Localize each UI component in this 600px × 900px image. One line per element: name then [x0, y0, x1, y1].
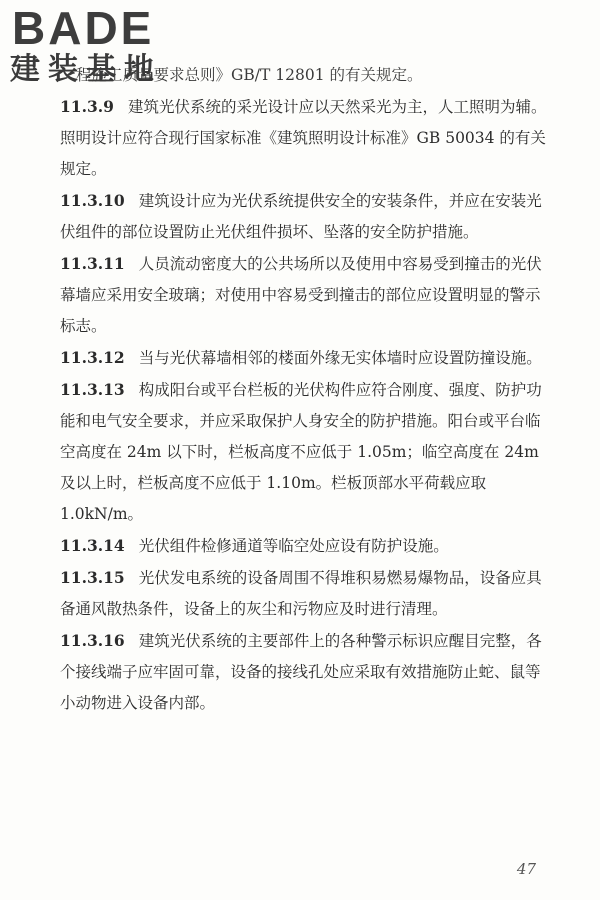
clause-list: [60, 91, 548, 719]
page-number: 47: [516, 860, 536, 878]
clause-number: 11.3.12: [60, 348, 125, 367]
clause-text: 建筑光伏系统的主要部件上的各种警示标识应醒目完整，各个接线端子应牢固可靠，设备的接线孔处应采取有效措施防止蛇、鼠等小动物进入设备内部。: [60, 632, 542, 712]
clause-text: 光伏组件检修通道等临空处应设有防护设施。: [138, 537, 449, 555]
continuation-line: 程施工质量要求总则》GB/T 12801 的有关规定。: [76, 66, 423, 84]
clause-number: 11.3.9: [60, 97, 114, 116]
clause-number: 11.3.14: [60, 536, 125, 555]
clause-text: 建筑设计应为光伏系统提供安全的安装条件，并应在安装光伏组件的部位设置防止光伏组件损坏、坠落的安全防护措施。: [60, 192, 542, 241]
logo-wordmark: BADE: [12, 2, 155, 54]
document-body: [60, 60, 548, 719]
logo-subtitle: 建装基地: [10, 52, 162, 87]
clause-paragraph: [60, 342, 548, 374]
clause-number: 11.3.13: [60, 380, 125, 399]
clause-text: 人员流动密度大的公共场所以及使用中容易受到撞击的光伏幕墙应采用安全玻璃；对使用中容易受到撞击的部位应设置明显的警示标志。: [60, 255, 542, 335]
clause-text: 构成阳台或平台栏板的光伏构件应符合刚度、强度、防护功能和电气安全要求，并应采取保护人身安全的防护措施。阳台或平台临空高度在 24m 以下时，栏板高度不应低于 1.05m；临空高度在 24m 及以上时，栏板高度不应低于 1.10m。栏板顶部水平荷载应取 1.0kN/m。: [60, 381, 542, 523]
clause-paragraph: [60, 530, 548, 562]
clause-paragraph: [60, 248, 548, 342]
clause-text: 光伏发电系统的设备周围不得堆积易燃易爆物品，设备应具备通风散热条件，设备上的灰尘和污物应及时进行清理。: [60, 569, 542, 618]
clause-paragraph: [60, 625, 548, 719]
clause-paragraph: [60, 91, 548, 185]
clause-paragraph: [60, 185, 548, 248]
clause-number: 11.3.15: [60, 568, 125, 587]
clause-paragraph: [60, 374, 548, 530]
clause-number: 11.3.10: [60, 191, 125, 210]
clause-text: 当与光伏幕墙相邻的楼面外缘无实体墙时应设置防撞设施。: [138, 349, 542, 367]
clause-number: 11.3.16: [60, 631, 125, 650]
clause-number: 11.3.11: [60, 254, 125, 273]
clause-text: 建筑光伏系统的采光设计应以天然采光为主，人工照明为辅。照明设计应符合现行国家标准《建筑照明设计标准》GB 50034 的有关规定。: [60, 98, 547, 178]
clause-paragraph: [60, 562, 548, 625]
